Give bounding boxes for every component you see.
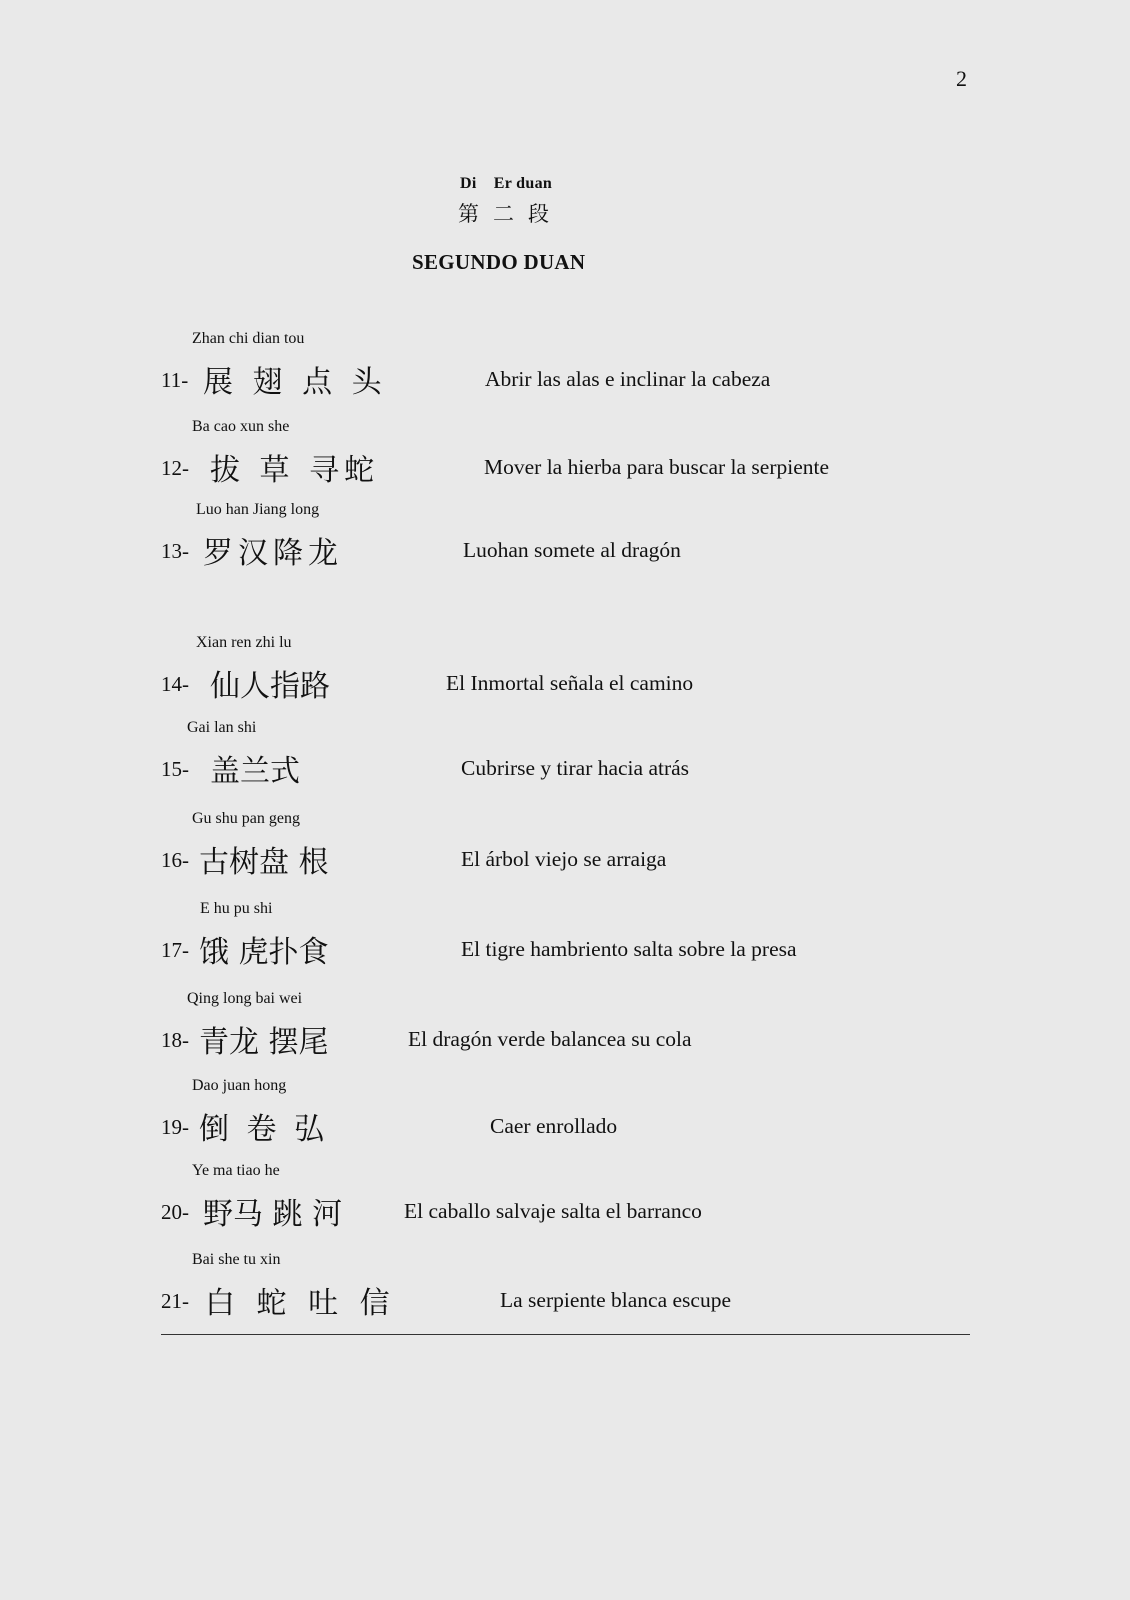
section-pinyin-title: Di Er duan — [460, 175, 553, 192]
entry-number: 18- — [161, 1028, 189, 1052]
entry-number: 21- — [161, 1289, 189, 1313]
entry-chinese: 白 蛇 吐 信 — [205, 1286, 396, 1321]
entry-18 — [0, 990, 1130, 1070]
entry-chinese: 野马 跳 河 — [203, 1197, 343, 1232]
chinese-title-char-3: 段 — [528, 202, 549, 226]
entry-number: 11- — [161, 368, 189, 392]
section-heading: SEGUNDO DUAN — [412, 250, 586, 274]
chinese-title-char-1: 第 — [458, 202, 479, 226]
entry-number: 15- — [161, 757, 189, 781]
entry-20 — [0, 1162, 1130, 1242]
entry-spanish: El tigre hambriento salta sobre la presa — [461, 937, 797, 961]
chinese-title-char-2: 二 — [493, 202, 514, 226]
entry-pinyin: Luo han Jiang long — [196, 501, 320, 518]
entry-chinese: 盖兰式 — [210, 754, 300, 789]
entry-14 — [0, 634, 1130, 714]
entry-11 — [0, 330, 1130, 410]
entry-15 — [0, 719, 1130, 799]
section-chinese-title — [458, 198, 563, 228]
entry-number: 13- — [161, 539, 189, 563]
entry-number: 19- — [161, 1115, 189, 1139]
entry-number: 14- — [161, 672, 189, 696]
entry-pinyin: Bai she tu xin — [192, 1251, 281, 1268]
entry-spanish: Mover la hierba para buscar la serpiente — [484, 455, 830, 479]
entry-pinyin: Ba cao xun she — [192, 418, 290, 435]
bottom-rule — [161, 1334, 970, 1335]
entry-13 — [0, 501, 1130, 581]
entry-chinese: 罗汉降龙 — [203, 536, 343, 571]
entry-spanish: El caballo salvaje salta el barranco — [404, 1199, 702, 1223]
entry-spanish: La serpiente blanca escupe — [500, 1288, 731, 1312]
entry-spanish: El árbol viejo se arraiga — [461, 847, 667, 871]
page-number: 2 — [956, 66, 967, 91]
entry-number: 20- — [161, 1200, 189, 1224]
entry-number: 16- — [161, 848, 189, 872]
entry-pinyin: Gu shu pan geng — [192, 810, 300, 827]
entry-chinese: 展 翅 点 头 — [203, 365, 387, 400]
entry-pinyin: Xian ren zhi lu — [196, 634, 292, 651]
entry-chinese: 仙人指路 — [210, 669, 330, 704]
entry-chinese: 古树盘 根 — [199, 845, 329, 880]
entry-pinyin: Dao juan hong — [192, 1077, 287, 1094]
entry-19 — [0, 1077, 1130, 1157]
entry-12 — [0, 418, 1130, 498]
entry-spanish: Luohan somete al dragón — [463, 538, 681, 562]
entry-pinyin: E hu pu shi — [200, 900, 273, 917]
entry-16 — [0, 810, 1130, 890]
entry-number: 12- — [161, 456, 189, 480]
entry-spanish: El dragón verde balancea su cola — [408, 1027, 692, 1051]
entry-spanish: Cubrirse y tirar hacia atrás — [461, 756, 690, 780]
entry-17 — [0, 900, 1130, 980]
entry-number: 17- — [161, 938, 189, 962]
entry-pinyin: Qing long bai wei — [187, 990, 303, 1007]
entry-spanish: El Inmortal señala el camino — [446, 671, 694, 695]
entry-21 — [0, 1251, 1130, 1331]
entry-spanish: Caer enrollado — [490, 1114, 618, 1138]
entry-chinese: 饿 虎扑食 — [199, 935, 329, 970]
entry-pinyin: Ye ma tiao he — [192, 1162, 280, 1179]
entry-chinese: 拔 草 寻蛇 — [210, 453, 380, 488]
entry-pinyin: Gai lan shi — [187, 719, 257, 736]
entry-spanish: Abrir las alas e inclinar la cabeza — [485, 367, 771, 391]
entry-chinese: 青龙 摆尾 — [199, 1025, 329, 1060]
entry-pinyin: Zhan chi dian tou — [192, 330, 305, 347]
entry-chinese: 倒 卷 弘 — [199, 1112, 329, 1147]
